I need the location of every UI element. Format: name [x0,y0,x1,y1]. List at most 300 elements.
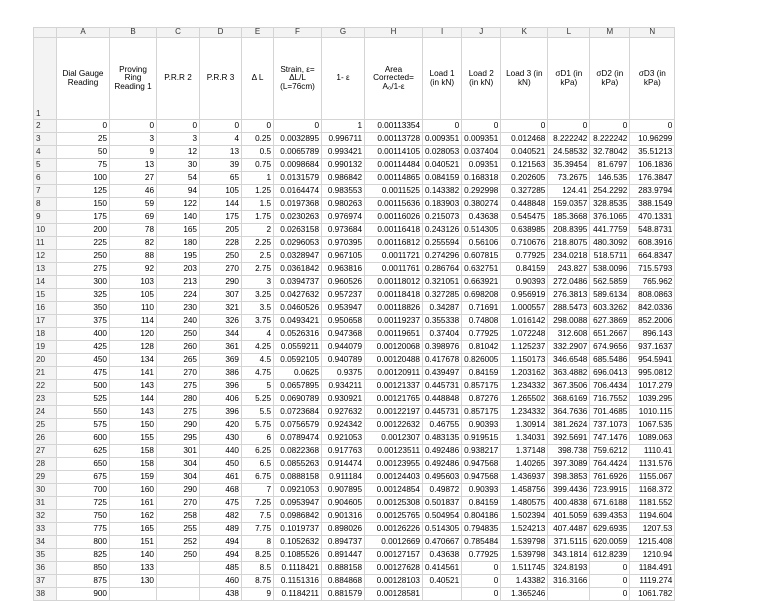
table-cell[interactable]: 1110.41 [630,445,675,458]
table-cell[interactable]: 0.914474 [322,458,365,471]
table-cell[interactable]: 0.00119237 [365,315,423,328]
table-cell[interactable]: 0.0012307 [365,432,423,445]
header-cell[interactable]: σD2 (in kPa) [590,38,630,120]
table-cell[interactable]: 2.25 [242,237,274,250]
table-cell[interactable]: 1.539798 [501,549,548,562]
table-cell[interactable]: 0.448848 [501,198,548,211]
table-cell[interactable]: 7.25 [242,497,274,510]
table-cell[interactable]: 0.84159 [501,263,548,276]
table-cell[interactable]: 88 [110,250,157,263]
table-cell[interactable]: 0.00113728 [365,133,423,146]
table-cell[interactable]: 1.265502 [501,393,548,406]
column-header-b[interactable]: B [110,28,157,38]
row-header[interactable]: 20 [34,354,57,367]
table-cell[interactable]: 398.738 [548,445,590,458]
row-header[interactable]: 31 [34,497,57,510]
table-cell[interactable]: 0.00120068 [365,341,423,354]
table-cell[interactable]: 3.75 [242,315,274,328]
header-cell[interactable]: P.R.R 2 [157,38,200,120]
table-cell[interactable] [423,588,462,601]
table-cell[interactable]: 0.0460526 [274,302,322,315]
table-cell[interactable]: 407.4487 [548,523,590,536]
row-header[interactable]: 14 [34,276,57,289]
table-cell[interactable]: 0.084159 [423,172,462,185]
table-cell[interactable]: 750 [57,510,110,523]
header-cell[interactable]: Strain, ε= ΔL/L (L=76cm) [274,38,322,120]
table-cell[interactable]: 737.1073 [590,419,630,432]
table-cell[interactable]: 125 [57,185,110,198]
table-cell[interactable]: 39 [200,159,242,172]
table-cell[interactable]: 0 [590,120,630,133]
row-header[interactable]: 28 [34,458,57,471]
row-header[interactable]: 16 [34,302,57,315]
table-cell[interactable]: 150 [110,419,157,432]
table-cell[interactable]: 0.986842 [322,172,365,185]
table-cell[interactable]: 0 [462,588,501,601]
table-cell[interactable]: 600 [57,432,110,445]
table-cell[interactable]: 441.7759 [590,224,630,237]
table-cell[interactable]: 0.911184 [322,471,365,484]
table-cell[interactable]: 0.215073 [423,211,462,224]
table-cell[interactable]: 0 [462,120,501,133]
table-cell[interactable]: 50 [57,146,110,159]
table-cell[interactable]: 0 [157,120,200,133]
table-cell[interactable]: 328.8535 [590,198,630,211]
table-cell[interactable]: 775 [57,523,110,536]
table-cell[interactable]: 8.222242 [590,133,630,146]
table-cell[interactable]: 0.0493421 [274,315,322,328]
table-cell[interactable]: 629.6935 [590,523,630,536]
row-header[interactable]: 26 [34,432,57,445]
table-cell[interactable]: 275 [157,380,200,393]
table-cell[interactable]: 397.3089 [548,458,590,471]
table-cell[interactable]: 9 [242,588,274,601]
table-cell[interactable]: 0.1184211 [274,588,322,601]
table-cell[interactable]: 208.8395 [548,224,590,237]
table-cell[interactable]: 7.75 [242,523,274,536]
table-cell[interactable]: 141 [110,367,157,380]
table-cell[interactable]: 0.495603 [423,471,462,484]
table-cell[interactable]: 0.34287 [423,302,462,315]
table-cell[interactable]: 0.483135 [423,432,462,445]
row-header[interactable]: 5 [34,159,57,172]
table-cell[interactable]: 312.608 [548,328,590,341]
table-cell[interactable]: 155 [110,432,157,445]
row-header[interactable]: 22 [34,380,57,393]
row-header[interactable]: 21 [34,367,57,380]
column-header-m[interactable]: M [590,28,630,38]
table-cell[interactable]: 165 [157,224,200,237]
table-cell[interactable]: 1.234332 [501,380,548,393]
table-cell[interactable]: 363.4882 [548,367,590,380]
table-cell[interactable]: 0.0361842 [274,263,322,276]
table-cell[interactable]: 518.5711 [590,250,630,263]
table-cell[interactable]: 651.2667 [590,328,630,341]
table-cell[interactable]: 150 [57,198,110,211]
table-cell[interactable]: 475 [57,367,110,380]
table-cell[interactable]: 5.5 [242,406,274,419]
table-cell[interactable]: 200 [57,224,110,237]
table-cell[interactable]: 133 [110,562,157,575]
table-cell[interactable]: 120 [110,328,157,341]
table-cell[interactable]: 272.0486 [548,276,590,289]
table-cell[interactable]: 1.502394 [501,510,548,523]
table-cell[interactable]: 1.234332 [501,406,548,419]
table-cell[interactable]: 92 [110,263,157,276]
table-cell[interactable]: 0.040521 [501,146,548,159]
table-cell[interactable]: 0.00120911 [365,367,423,380]
table-cell[interactable]: 0.0559211 [274,341,322,354]
table-cell[interactable]: 548.8731 [630,224,675,237]
table-cell[interactable]: 325 [57,289,110,302]
table-cell[interactable]: 0.445731 [423,380,462,393]
table-cell[interactable]: 258 [157,510,200,523]
table-cell[interactable]: 0 [501,120,548,133]
table-cell[interactable]: 275 [157,406,200,419]
table-cell[interactable]: 1067.535 [630,419,675,432]
table-cell[interactable]: 0.884868 [322,575,365,588]
table-cell[interactable]: 0.504954 [423,510,462,523]
table-cell[interactable]: 0.970395 [322,237,365,250]
table-cell[interactable]: 300 [57,276,110,289]
table-cell[interactable]: 0.938217 [462,445,501,458]
table-cell[interactable]: 5.75 [242,419,274,432]
table-cell[interactable]: 1.016142 [501,315,548,328]
row-header[interactable]: 33 [34,523,57,536]
table-cell[interactable]: 0.255594 [423,237,462,250]
table-cell[interactable]: 0.56106 [462,237,501,250]
table-cell[interactable]: 4 [242,328,274,341]
table-cell[interactable]: 701.4685 [590,406,630,419]
table-cell[interactable]: 0.028053 [423,146,462,159]
table-cell[interactable]: 252 [157,536,200,549]
table-cell[interactable]: 715.5793 [630,263,675,276]
table-cell[interactable]: 0.00124403 [365,471,423,484]
table-cell[interactable]: 304 [157,471,200,484]
table-cell[interactable]: 664.8347 [630,250,675,263]
table-cell[interactable]: 1207.53 [630,523,675,536]
table-cell[interactable]: 0.00114105 [365,146,423,159]
table-cell[interactable]: 12 [157,146,200,159]
table-cell[interactable]: 364.7636 [548,406,590,419]
table-cell[interactable]: 0.40521 [423,575,462,588]
table-cell[interactable]: 1.458756 [501,484,548,497]
table-cell[interactable]: 0.947568 [462,458,501,471]
table-cell[interactable]: 0.990132 [322,159,365,172]
table-cell[interactable]: 13 [110,159,157,172]
table-cell[interactable]: 0.46755 [423,419,462,432]
table-cell[interactable]: 0.00116026 [365,211,423,224]
table-cell[interactable]: 213 [157,276,200,289]
table-cell[interactable]: 0 [548,120,590,133]
table-cell[interactable]: 1.30914 [501,419,548,432]
table-cell[interactable]: 4.5 [242,354,274,367]
table-cell[interactable]: 0.0921053 [274,484,322,497]
table-cell[interactable]: 0.0855263 [274,458,322,471]
table-cell[interactable]: 270 [157,497,200,510]
table-cell[interactable]: 0.286764 [423,263,462,276]
table-cell[interactable]: 316.3166 [548,575,590,588]
table-cell[interactable]: 0.00122197 [365,406,423,419]
header-cell[interactable]: σD3 (in kPa) [630,38,675,120]
table-cell[interactable]: 0.09351 [462,159,501,172]
table-cell[interactable]: 0.0032895 [274,133,322,146]
table-cell[interactable]: 0.9375 [322,367,365,380]
table-cell[interactable]: 0.0526316 [274,328,322,341]
table-cell[interactable]: 8 [242,536,274,549]
table-cell[interactable]: 0.00121337 [365,380,423,393]
row-header[interactable]: 3 [34,133,57,146]
header-cell[interactable]: Δ L [242,38,274,120]
table-cell[interactable]: 276.3813 [548,289,590,302]
table-cell[interactable]: 0.898026 [322,523,365,536]
table-cell[interactable]: 425 [57,341,110,354]
table-cell[interactable]: 0.448848 [423,393,462,406]
table-cell[interactable]: 0.0011525 [365,185,423,198]
column-header-l[interactable]: L [548,28,590,38]
table-cell[interactable]: 298.0088 [548,315,590,328]
table-cell[interactable]: 290 [157,419,200,432]
table-cell[interactable]: 0.983553 [322,185,365,198]
table-cell[interactable]: 81.6797 [590,159,630,172]
table-cell[interactable]: 158 [110,458,157,471]
table-cell[interactable]: 6.5 [242,458,274,471]
table-cell[interactable]: 0.698208 [462,289,501,302]
table-cell[interactable]: 250 [157,328,200,341]
header-cell[interactable]: P.R.R 3 [200,38,242,120]
table-cell[interactable]: 151 [110,536,157,549]
table-cell[interactable]: 175 [200,211,242,224]
table-cell[interactable]: 0 [274,120,322,133]
table-cell[interactable]: 13 [200,146,242,159]
table-cell[interactable]: 0.168318 [462,172,501,185]
table-cell[interactable]: 620.0059 [590,536,630,549]
table-cell[interactable]: 0.00125308 [365,497,423,510]
row-header[interactable]: 23 [34,393,57,406]
table-cell[interactable]: 0.00123511 [365,445,423,458]
table-cell[interactable]: 0.0756579 [274,419,322,432]
table-cell[interactable]: 3 [110,133,157,146]
table-cell[interactable]: 1210.94 [630,549,675,562]
table-cell[interactable]: 470.1331 [630,211,675,224]
table-cell[interactable]: 161 [110,497,157,510]
table-cell[interactable]: 103 [110,276,157,289]
table-cell[interactable]: 0.49872 [423,484,462,497]
table-cell[interactable]: 650 [57,458,110,471]
table-cell[interactable]: 388.1549 [630,198,675,211]
table-cell[interactable]: 0.84159 [462,367,501,380]
table-cell[interactable]: 0.967105 [322,250,365,263]
table-cell[interactable]: 243.827 [548,263,590,276]
table-cell[interactable]: 0.663921 [462,276,501,289]
table-cell[interactable]: 1.436937 [501,471,548,484]
table-cell[interactable]: 1215.408 [630,536,675,549]
row-header[interactable]: 12 [34,250,57,263]
table-cell[interactable]: 2.75 [242,263,274,276]
table-cell[interactable]: 1.539798 [501,536,548,549]
table-cell[interactable]: 0.009351 [462,133,501,146]
table-cell[interactable]: 0.907895 [322,484,365,497]
table-cell[interactable]: 0.380274 [462,198,501,211]
table-cell[interactable]: 0.804186 [462,510,501,523]
table-cell[interactable]: 159.0357 [548,198,590,211]
table-cell[interactable]: 0.545475 [501,211,548,224]
table-cell[interactable]: 420 [200,419,242,432]
table-cell[interactable]: 0 [110,120,157,133]
table-cell[interactable]: 700 [57,484,110,497]
table-cell[interactable]: 0.960526 [322,276,365,289]
table-cell[interactable]: 852.2006 [630,315,675,328]
row-header[interactable]: 38 [34,588,57,601]
column-header-f[interactable]: F [274,28,322,38]
row-header[interactable]: 18 [34,328,57,341]
table-cell[interactable]: 0.1019737 [274,523,322,536]
row-header[interactable]: 29 [34,471,57,484]
row-header[interactable]: 7 [34,185,57,198]
column-header-g[interactable]: G [322,28,365,38]
table-cell[interactable]: 4.75 [242,367,274,380]
table-cell[interactable]: 639.4353 [590,510,630,523]
table-cell[interactable]: 0.0690789 [274,393,322,406]
table-cell[interactable]: 8.75 [242,575,274,588]
column-header-j[interactable]: J [462,28,501,38]
table-cell[interactable]: 32.78042 [590,146,630,159]
table-cell[interactable]: 575 [57,419,110,432]
table-cell[interactable]: 375 [57,315,110,328]
table-cell[interactable]: 460 [200,575,242,588]
table-cell[interactable]: 461 [200,471,242,484]
table-cell[interactable]: 1168.372 [630,484,675,497]
table-cell[interactable]: 35.39454 [548,159,590,172]
table-cell[interactable]: 8.5 [242,562,274,575]
table-cell[interactable]: 0.0394737 [274,276,322,289]
table-cell[interactable]: 140 [157,211,200,224]
table-cell[interactable]: 0.77925 [501,250,548,263]
table-cell[interactable]: 696.0413 [590,367,630,380]
table-cell[interactable]: 0.00118826 [365,302,423,315]
table-cell[interactable]: 5.25 [242,393,274,406]
table-cell[interactable]: 0.327285 [423,289,462,302]
table-cell[interactable]: 0.274296 [423,250,462,263]
table-cell[interactable]: 0.292998 [462,185,501,198]
table-cell[interactable]: 0.904605 [322,497,365,510]
row-header[interactable]: 37 [34,575,57,588]
table-cell[interactable]: 0.74808 [462,315,501,328]
table-cell[interactable]: 230 [157,302,200,315]
table-cell[interactable]: 8.222242 [548,133,590,146]
column-header-k[interactable]: K [501,28,548,38]
table-cell[interactable]: 144 [110,393,157,406]
table-cell[interactable]: 4 [200,133,242,146]
table-cell[interactable]: 1061.782 [630,588,675,601]
table-cell[interactable]: 65 [200,172,242,185]
table-cell[interactable]: 0.00124854 [365,484,423,497]
table-cell[interactable]: 94 [157,185,200,198]
table-cell[interactable]: 0.957237 [322,289,365,302]
column-header-n[interactable]: N [630,28,675,38]
table-cell[interactable]: 685.5486 [590,354,630,367]
table-cell[interactable]: 1181.552 [630,497,675,510]
table-cell[interactable]: 0.0065789 [274,146,322,159]
table-cell[interactable]: 0.1118421 [274,562,322,575]
table-cell[interactable]: 747.1476 [590,432,630,445]
table-cell[interactable]: 399.4436 [548,484,590,497]
table-cell[interactable]: 1039.295 [630,393,675,406]
table-cell[interactable]: 0.794835 [462,523,501,536]
table-cell[interactable]: 800 [57,536,110,549]
table-cell[interactable]: 396 [200,380,242,393]
table-cell[interactable]: 875 [57,575,110,588]
table-cell[interactable]: 185.3668 [548,211,590,224]
table-cell[interactable]: 625 [57,445,110,458]
table-cell[interactable]: 494 [200,549,242,562]
table-cell[interactable]: 1.000557 [501,302,548,315]
table-cell[interactable]: 0.0657895 [274,380,322,393]
table-cell[interactable]: 7 [242,484,274,497]
table-cell[interactable]: 0.0723684 [274,406,322,419]
table-cell[interactable]: 165 [110,523,157,536]
table-cell[interactable]: 525 [57,393,110,406]
table-cell[interactable]: 143 [110,406,157,419]
table-cell[interactable]: 0.00123955 [365,458,423,471]
table-cell[interactable]: 1.43382 [501,575,548,588]
table-cell[interactable]: 764.4424 [590,458,630,471]
table-cell[interactable]: 6 [242,432,274,445]
table-cell[interactable]: 2.5 [242,250,274,263]
table-cell[interactable]: 0.90393 [501,276,548,289]
table-cell[interactable]: 0.00125765 [365,510,423,523]
table-cell[interactable]: 159 [110,471,157,484]
row-header[interactable]: 17 [34,315,57,328]
table-cell[interactable]: 176.3847 [630,172,675,185]
table-cell[interactable]: 5 [242,380,274,393]
table-cell[interactable]: 550 [57,406,110,419]
table-cell[interactable]: 538.0096 [590,263,630,276]
table-cell[interactable]: 0.0888158 [274,471,322,484]
table-cell[interactable]: 0.84159 [462,497,501,510]
table-cell[interactable]: 0.327285 [501,185,548,198]
table-cell[interactable]: 1119.274 [630,575,675,588]
table-cell[interactable]: 381.2624 [548,419,590,432]
table-cell[interactable]: 0.009351 [423,133,462,146]
table-cell[interactable]: 128 [110,341,157,354]
table-cell[interactable]: 25 [57,133,110,146]
table-cell[interactable]: 304 [157,458,200,471]
row-header[interactable]: 30 [34,484,57,497]
row-header[interactable]: 32 [34,510,57,523]
table-cell[interactable]: 307 [200,289,242,302]
table-cell[interactable]: 671.6188 [590,497,630,510]
table-cell[interactable]: 371.5115 [548,536,590,549]
table-cell[interactable]: 0.0592105 [274,354,322,367]
table-cell[interactable]: 0.492486 [423,445,462,458]
table-cell[interactable]: 59 [110,198,157,211]
table-cell[interactable]: 0.950658 [322,315,365,328]
table-cell[interactable]: 608.3916 [630,237,675,250]
table-cell[interactable]: 0.607815 [462,250,501,263]
table-cell[interactable]: 1.34031 [501,432,548,445]
table-cell[interactable]: 400.4838 [548,497,590,510]
table-cell[interactable]: 675 [57,471,110,484]
table-cell[interactable]: 1.150173 [501,354,548,367]
table-cell[interactable]: 0.90393 [462,419,501,432]
table-cell[interactable]: 1155.067 [630,471,675,484]
table-cell[interactable]: 0.143382 [423,185,462,198]
header-cell[interactable]: σD1 (in kPa) [548,38,590,120]
table-cell[interactable]: 260 [157,341,200,354]
table-cell[interactable]: 1.125237 [501,341,548,354]
table-cell[interactable]: 0.417678 [423,354,462,367]
